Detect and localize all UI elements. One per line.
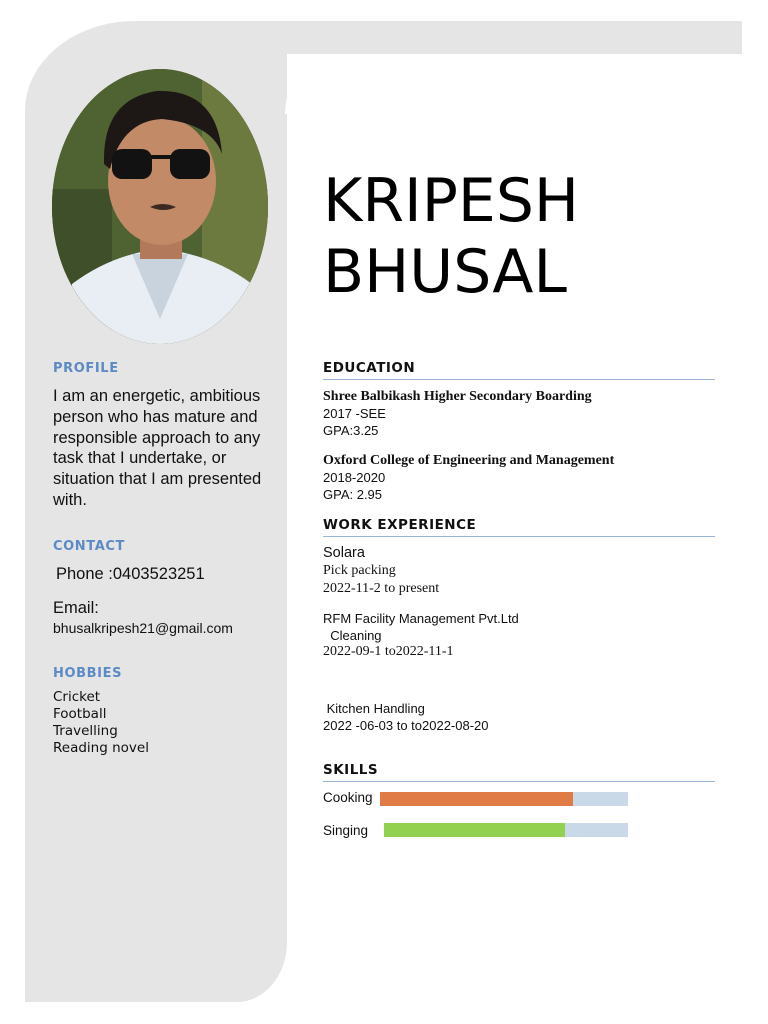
education-detail: 2017 -SEE — [323, 406, 386, 421]
hobby-item: Football — [53, 706, 107, 722]
skill-label: Cooking — [323, 790, 373, 805]
work-dates: 2022-11-2 to present — [323, 581, 440, 596]
work-company: RFM Facility Management Pvt.Ltd — [323, 611, 519, 626]
work-role: Cleaning — [323, 628, 382, 643]
content-panel-corner — [285, 54, 755, 114]
profile-photo — [52, 69, 268, 344]
skill-label: Singing — [323, 823, 369, 838]
skills-heading: SKILLS — [323, 762, 715, 782]
work-role: Pick packing — [323, 563, 396, 578]
profile-text: I am an energetic, ambitious person who has mature and responsible approach to any task that I undertake, or situation that I am presented with. — [53, 387, 262, 509]
work-dates: 2022 -06-03 to to2022-08-20 — [323, 718, 489, 733]
education-detail: GPA: 2.95 — [323, 487, 383, 502]
education-detail: 2018-2020 — [323, 470, 386, 485]
work-company: Solara — [323, 545, 365, 561]
work-heading: WORK EXPERIENCE — [323, 517, 715, 537]
work-dates: 2022-09-1 to2022-11-1 — [323, 644, 454, 659]
hobbies-list — [53, 689, 149, 757]
work-role: Kitchen Handling — [323, 701, 425, 716]
hobby-item: Cricket — [53, 689, 101, 705]
profile-heading: PROFILE — [53, 361, 119, 376]
skill-bar — [380, 792, 628, 806]
email-address[interactable]: bhusalkripesh21@gmail.com — [53, 620, 233, 636]
email-label: Email: — [53, 599, 99, 617]
skill-bar-fill — [384, 823, 565, 837]
hobby-item: Reading novel — [53, 740, 149, 756]
education-school: Shree Balbikash Higher Secondary Boarding — [323, 389, 592, 404]
hobby-item: Travelling — [53, 723, 118, 739]
education-detail: GPA:3.25 — [323, 423, 379, 438]
phone-number: Phone :0403523251 — [56, 565, 205, 583]
education-heading: EDUCATION — [323, 360, 715, 380]
last-name: BHUSAL — [323, 237, 567, 307]
hobbies-heading: HOBBIES — [53, 666, 123, 681]
skill-bar-fill — [380, 792, 573, 806]
contact-heading: CONTACT — [53, 539, 125, 554]
skill-bar — [384, 823, 628, 837]
education-school: Oxford College of Engineering and Management — [323, 453, 615, 468]
first-name: KRIPESH — [323, 166, 580, 236]
candidate-name — [323, 166, 579, 308]
